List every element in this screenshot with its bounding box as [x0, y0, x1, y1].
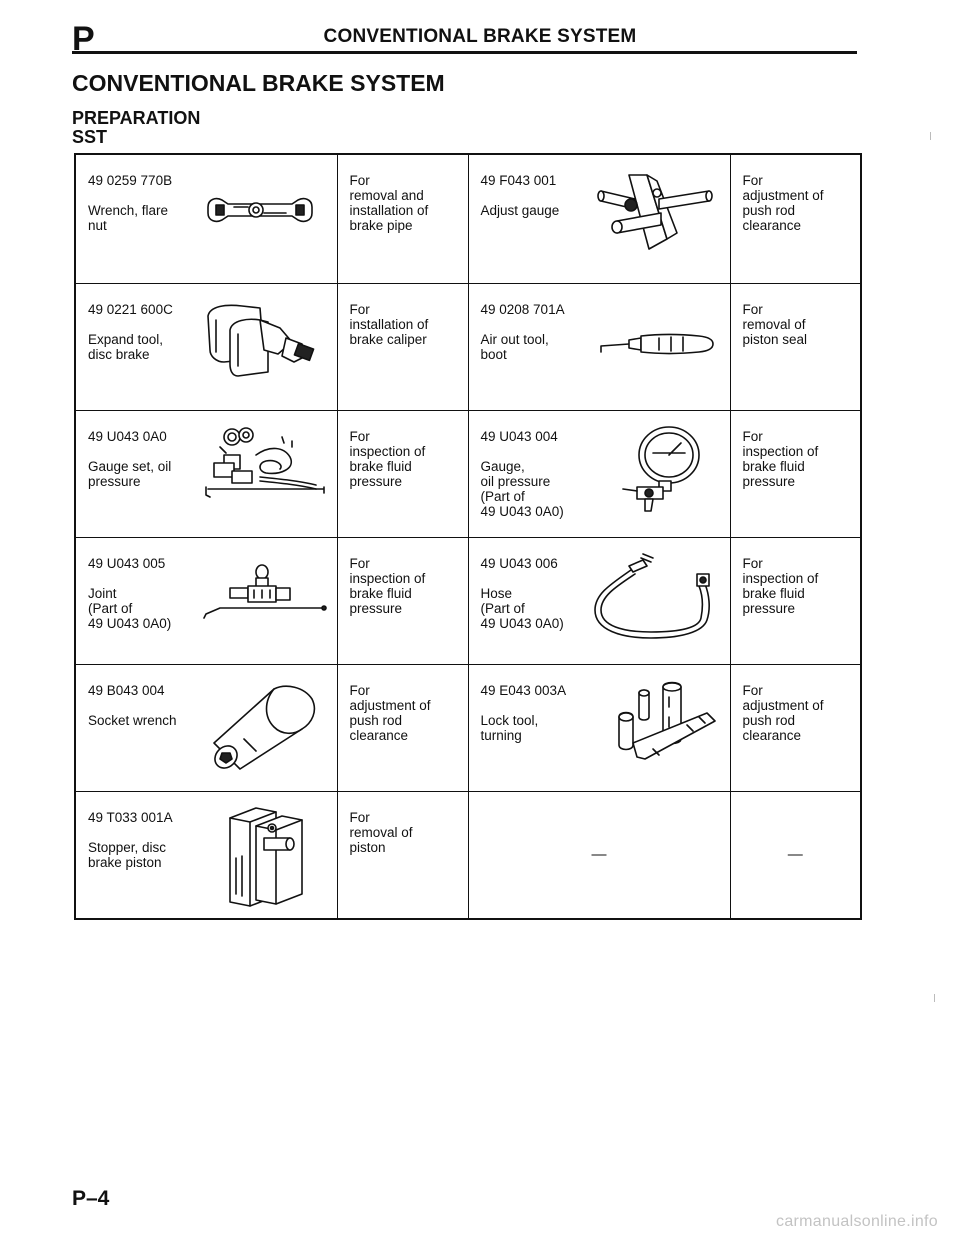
tool-cell	[75, 154, 337, 284]
tool-name: Socket wrench	[88, 713, 177, 728]
tool-cell	[468, 154, 730, 284]
purpose-cell	[337, 411, 468, 538]
part-number: 49 U043 006	[480, 556, 558, 571]
purpose-cell	[730, 284, 861, 411]
purpose-cell	[337, 792, 468, 920]
tool-purpose: For installation of brake caliper	[349, 302, 429, 347]
tool-purpose: For adjustment of push rod clearance	[742, 173, 824, 233]
purpose-cell	[730, 411, 861, 538]
socket-wrench-icon	[204, 681, 322, 773]
lock-tool-icon	[589, 677, 721, 769]
part-number: 49 T033 001A	[88, 810, 173, 825]
tool-name: Hose (Part of 49 U043 0A0)	[480, 586, 564, 631]
tool-name: Lock tool, turning	[480, 713, 539, 743]
part-number: 49 F043 001	[480, 173, 557, 188]
gauge-set-icon	[200, 425, 330, 503]
purpose-cell	[337, 154, 468, 284]
tool-cell	[75, 538, 337, 665]
tool-name: Gauge set, oil pressure	[88, 459, 172, 489]
tool-purpose: For inspection of brake fluid pressure	[349, 556, 426, 616]
adjust-gauge-icon	[597, 169, 717, 257]
tool-cell	[468, 665, 730, 792]
purpose-cell	[337, 538, 468, 665]
tool-cell	[75, 792, 337, 920]
tool-cell	[75, 411, 337, 538]
tool-name: Joint (Part of 49 U043 0A0)	[88, 586, 172, 631]
preparation-heading: PREPARATION	[72, 108, 201, 128]
part-number: 49 U043 005	[88, 556, 166, 571]
tool-name: Stopper, disc brake piston	[88, 840, 167, 870]
tool-purpose: For removal of piston seal	[742, 302, 808, 347]
part-number: 49 0259 770B	[88, 173, 173, 188]
tool-name: Gauge, oil pressure (Part of 49 U043 0A0)	[480, 459, 564, 519]
tool-purpose: For inspection of brake fluid pressure	[349, 429, 426, 489]
part-number: 49 B043 004	[88, 683, 165, 698]
tool-cell	[468, 284, 730, 411]
tool-name: Adjust gauge	[480, 203, 560, 218]
section-letter: P	[72, 20, 95, 58]
tool-cell	[75, 665, 337, 792]
part-number: 49 U043 0A0	[88, 429, 167, 444]
tool-purpose: For removal of piston	[349, 810, 413, 855]
tool-purpose: For adjustment of push rod clearance	[349, 683, 431, 743]
tool-name: Expand tool, disc brake	[88, 332, 164, 362]
table-row	[75, 665, 861, 792]
joint-icon	[200, 562, 330, 624]
table-row	[75, 792, 861, 920]
table-row	[75, 538, 861, 665]
air-out-tool-icon	[599, 328, 719, 362]
scan-speck	[930, 132, 931, 140]
tool-name: Wrench, flare nut	[88, 203, 169, 233]
sst-heading: SST	[72, 127, 108, 147]
empty-dash: —	[787, 846, 803, 863]
tool-purpose: For inspection of brake fluid pressure	[742, 556, 819, 616]
table-row	[75, 154, 861, 284]
tool-purpose: For inspection of brake fluid pressure	[742, 429, 819, 489]
tool-purpose: For adjustment of push rod clearance	[742, 683, 824, 743]
running-title: CONVENTIONAL BRAKE SYSTEM	[323, 26, 637, 47]
purpose-cell	[730, 665, 861, 792]
watermark: carmanualsonline.info	[776, 1213, 938, 1230]
purpose-cell	[730, 154, 861, 284]
part-number: 49 E043 003A	[480, 683, 567, 698]
section-title: CONVENTIONAL BRAKE SYSTEM	[72, 70, 445, 96]
tool-purpose: For removal and installation of brake pipe	[349, 173, 429, 233]
purpose-cell	[337, 665, 468, 792]
flare-nut-wrench-icon	[204, 195, 316, 225]
sst-table	[74, 153, 862, 920]
table-row	[75, 411, 861, 538]
table-row	[75, 284, 861, 411]
empty-dash: —	[591, 846, 607, 863]
part-number: 49 U043 004	[480, 429, 558, 444]
expand-tool-icon	[202, 298, 326, 384]
part-number: 49 0208 701A	[480, 302, 565, 317]
header-rule	[72, 51, 857, 54]
tool-name: Air out tool, boot	[480, 332, 549, 362]
page-number: P–4	[72, 1187, 110, 1210]
tool-cell	[468, 411, 730, 538]
part-number: 49 0221 600C	[88, 302, 173, 317]
scan-speck	[934, 994, 935, 1002]
tool-cell	[468, 538, 730, 665]
piston-stopper-icon	[216, 798, 320, 910]
purpose-cell	[337, 284, 468, 411]
pressure-gauge-icon	[615, 425, 715, 517]
purpose-cell	[730, 538, 861, 665]
empty-tool-cell	[468, 792, 730, 920]
hose-icon	[581, 548, 721, 648]
tool-cell	[75, 284, 337, 411]
empty-purpose-cell	[730, 792, 861, 920]
